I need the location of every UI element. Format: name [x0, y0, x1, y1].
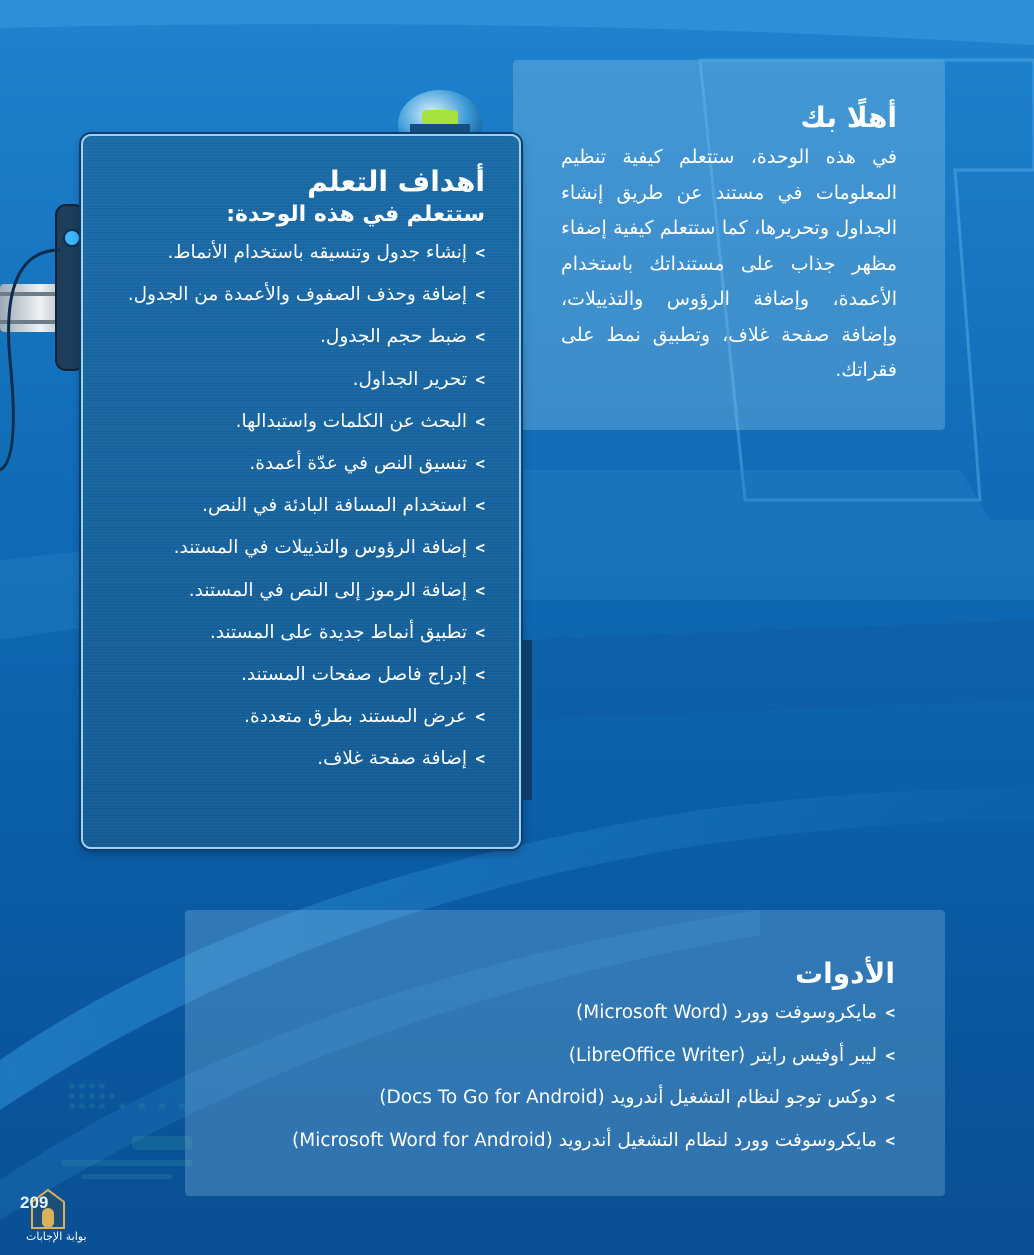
- chevron-right-icon: >: [475, 580, 485, 600]
- chevron-right-icon: >: [885, 1088, 895, 1107]
- welcome-body: في هذه الوحدة، ستتعلم كيفية تنظيم المعلومات في مستند عن طريق إنشاء الجداول وتحريرها، كما ستتعلم كيفية إضفاء مظهر جذاب على مستنداتك باستخدام الأعمدة، وإضافة الرؤوس والتذييلات، وإضافة صفحة غلاف، وتطبيق نمط على فقراتك.: [561, 146, 897, 381]
- chevron-right-icon: >: [475, 664, 485, 684]
- tool-item: [215, 992, 895, 1035]
- chevron-right-icon: >: [885, 1003, 895, 1022]
- objectives-title: أهداف التعلم: [307, 165, 485, 198]
- objective-text: إضافة وحذف الصفوف والأعمدة من الجدول.: [127, 284, 467, 306]
- objective-text: إضافة صفحة غلاف.: [317, 748, 467, 770]
- objective-item: [103, 278, 485, 312]
- tool-text: ليبر أوفيس رايتر (LibreOffice Writer): [568, 1044, 877, 1066]
- chevron-right-icon: >: [475, 496, 485, 516]
- chevron-right-icon: >: [475, 622, 485, 642]
- objective-text: ضبط حجم الجدول.: [320, 326, 467, 348]
- objective-text: استخدام المسافة البادئة في النص.: [202, 495, 467, 517]
- objective-text: إضافة الرؤوس والتذييلات في المستند.: [173, 537, 467, 559]
- welcome-title: أهلًا بك: [800, 101, 897, 134]
- tools-panel: [185, 910, 945, 1196]
- objective-item: [103, 574, 485, 608]
- objectives-list: [103, 236, 485, 776]
- tool-text: مايكروسوفت وورد (Microsoft Word): [576, 1002, 877, 1023]
- tool-text: مايكروسوفت وورد لنظام التشغيل أندرويد (Microsoft Word for Android): [292, 1129, 877, 1151]
- tool-item: [215, 1120, 895, 1163]
- chevron-right-icon: >: [475, 749, 485, 769]
- welcome-panel: [513, 60, 945, 430]
- portal-label: بوابة الإجابات: [26, 1230, 87, 1243]
- objectives-subtitle: ستتعلم في هذه الوحدة:: [226, 202, 485, 227]
- objective-item: [103, 363, 485, 397]
- objective-text: تطبيق أنماط جديدة على المستند.: [209, 621, 467, 643]
- page-number: 209: [20, 1193, 49, 1212]
- learning-objectives-panel: [81, 134, 521, 849]
- objective-text: إدراج فاصل صفحات المستند.: [240, 663, 467, 685]
- objective-item: [103, 742, 485, 776]
- objective-item: [103, 700, 485, 734]
- chevron-right-icon: >: [475, 369, 485, 389]
- objective-text: البحث عن الكلمات واستبدالها.: [235, 410, 467, 432]
- tool-item: [215, 1077, 895, 1120]
- objective-item: [103, 489, 485, 523]
- chevron-right-icon: >: [475, 453, 485, 473]
- tools-title: الأدوات: [795, 957, 895, 990]
- objective-item: [103, 658, 485, 692]
- objective-item: [103, 531, 485, 565]
- chevron-right-icon: >: [475, 707, 485, 727]
- ministry-logo: [62, 1076, 202, 1188]
- objective-text: تحرير الجداول.: [352, 368, 467, 390]
- tools-list: [215, 992, 895, 1162]
- chevron-right-icon: >: [885, 1045, 895, 1065]
- tool-text: دوكس توجو لنظام التشغيل أندرويد (Docs To Go for Android): [379, 1087, 877, 1108]
- objective-item: [103, 447, 485, 481]
- chevron-right-icon: >: [885, 1130, 895, 1150]
- chevron-right-icon: >: [475, 411, 485, 431]
- chevron-right-icon: >: [475, 285, 485, 305]
- chevron-right-icon: >: [475, 327, 485, 347]
- objective-text: تنسيق النص في عدّة أعمدة.: [249, 452, 467, 474]
- objective-text: عرض المستند بطرق متعددة.: [244, 706, 467, 728]
- tool-item: [215, 1035, 895, 1078]
- objective-item: [103, 236, 485, 270]
- objective-item: [103, 405, 485, 439]
- objective-item: [103, 616, 485, 650]
- chevron-right-icon: >: [475, 243, 485, 262]
- objective-item: [103, 320, 485, 354]
- objective-text: إنشاء جدول وتنسيقه باستخدام الأنماط.: [167, 242, 467, 263]
- chevron-right-icon: >: [475, 538, 485, 558]
- objective-text: إضافة الرموز إلى النص في المستند.: [188, 579, 467, 601]
